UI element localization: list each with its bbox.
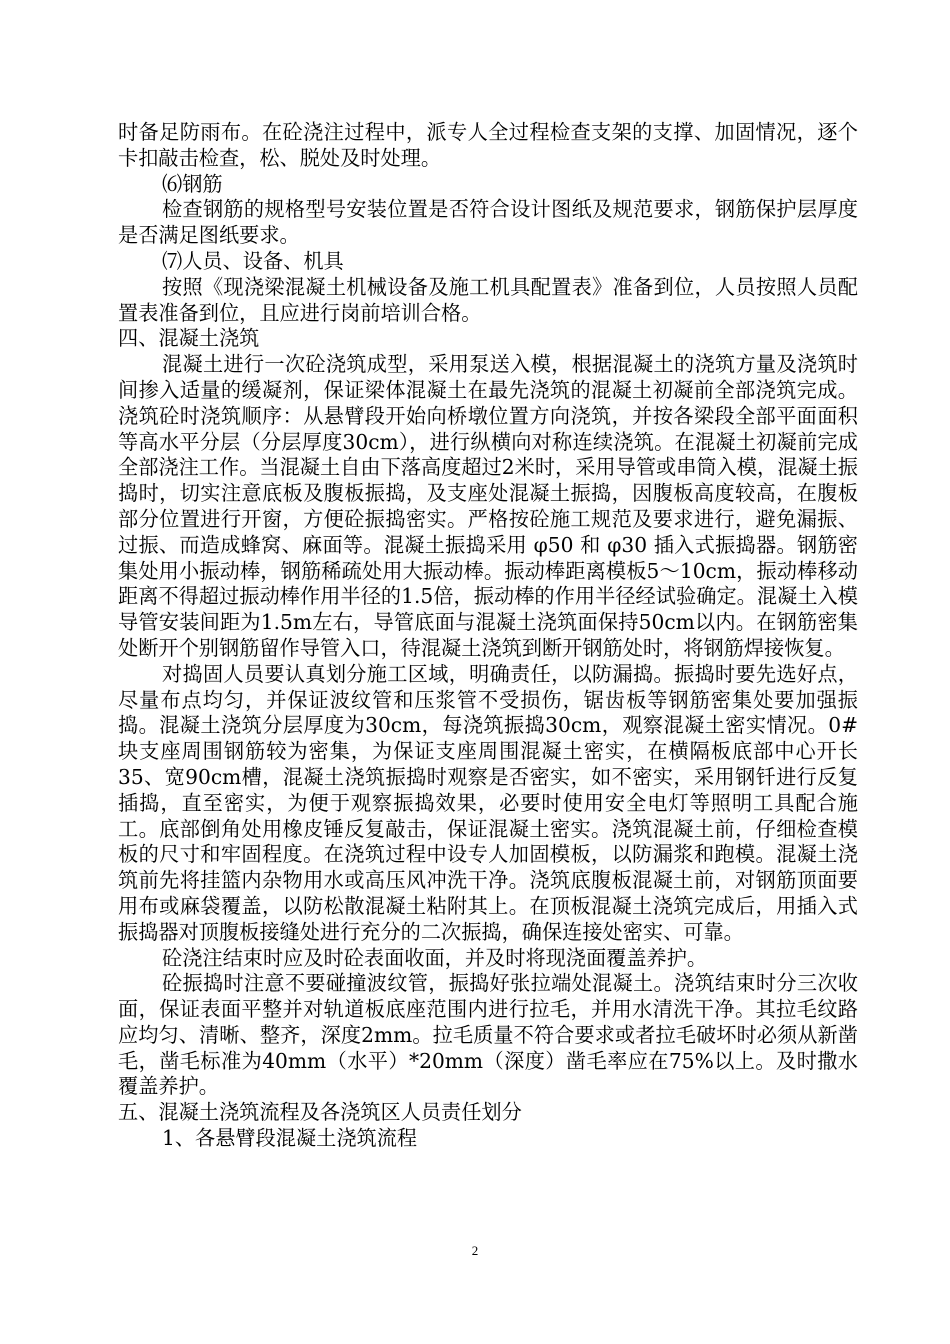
paragraph-roughening: 砼振捣时注意不要碰撞波纹管，振捣好张拉端处混凝土。浇筑结束时分三次收面，保证表面平整并对轨道板底座范围内进行拉毛，并用水清洗干净。其拉毛纹路应均匀、清晰、整齐，深度2mm。拉毛质量不符合要求或者拉毛破坏时必须从新凿毛，凿毛标准为40mm（水平）*20mm（深度）凿毛率应在75%以上。及时撒水覆盖养护。 bbox=[118, 971, 858, 1099]
page-number: 2 bbox=[471, 1243, 479, 1258]
paragraph-vibration-requirements: 对捣固人员要认真划分施工区域，明确责任，以防漏捣。振捣时要先选好点，尽量布点均匀，并保证波纹管和压浆管不受损伤，锯齿板等钢筋密集处要加强振捣。混凝土浇筑分层厚度为30cm，每浇筑振捣30cm，观察混凝土密实情况。0#块支座周围钢筋较为密集，为保证支座周围混凝土密实，在横隔板底部中心开长35、宽90cm槽，混凝土浇筑振捣时观察是否密实，如不密实，采用钢钎进行反复插捣，直至密实，为便于观察振捣效果，必要时使用安全电灯等照明工具配合施工。底部倒角处用橡皮锤反复敲击，保证混凝土密实。浇筑混凝土前，仔细检查模板的尺寸和牢固程度。在浇筑过程中设专人加固模板，以防漏浆和跑模。混凝土浇筑前先将挂篮内杂物用水或高压风冲洗干净。浇筑底腹板混凝土前，对钢筋顶面要用布或麻袋覆盖，以防松散混凝土粘附其上。在顶板混凝土浇筑完成后，用插入式振捣器对顶腹板接缝处进行充分的二次振捣，确保连接处密实、可靠。 bbox=[118, 661, 858, 944]
paragraph-rebar-check: 检查钢筋的规格型号安装位置是否符合设计图纸及规范要求，钢筋保护层厚度是否满足图纸要求。 bbox=[118, 197, 858, 248]
page-body bbox=[118, 120, 858, 1152]
subheading-cantilever-flow: 1、各悬臂段混凝土浇筑流程 bbox=[162, 1126, 418, 1151]
subheading-personnel-equipment: ⑺人员、设备、机具 bbox=[162, 248, 344, 273]
paragraph-formwork-check: 时备足防雨布。在砼浇注过程中，派专人全过程检查支架的支撑、加固情况，逐个卡扣敲击检查，松、脱处及时处理。 bbox=[118, 120, 858, 170]
paragraph-surface-finishing: 砼浇注结束时应及时砼表面收面，并及时将现浇面覆盖养护。 bbox=[162, 945, 708, 970]
section-heading-pouring-flow: 五、混凝土浇筑流程及各浇筑区人员责任划分 bbox=[118, 1100, 522, 1125]
paragraph-pouring-procedure: 混凝土进行一次砼浇筑成型，采用泵送入模，根据混凝土的浇筑方量及浇筑时间掺入适量的缓凝剂，保证梁体混凝土在最先浇筑的混凝土初凝前全部浇筑完成。浇筑砼时浇筑顺序：从悬臂段开始向桥墩位置方向浇筑，并按各梁段全部平面面积等高水平分层（分层厚度30cm），进行纵横向对称连续浇筑。在混凝土初凝前完成全部浇注工作。当混凝土自由下落高度超过2米时，采用导管或串筒入模，混凝土振捣时，切实注意底板及腹板振捣，及支座处混凝土振捣，因腹板高度较高，在腹板部分位置进行开窗，方便砼振捣密实。严格按砼施工规范及要求进行，避免漏振、过振、而造成蜂窝、麻面等。混凝土振捣采用 φ50 和 φ30 插入式振捣器。钢筋密集处用小振动棒，钢筋稀疏处用大振动棒。振动棒距离模板5～10cm，振动棒移动距离不得超过振动棒作用半径的1.5倍，振动棒的作用半径经试验确定。混凝土入模导管安装间距为1.5m左右，导管底面与混凝土浇筑面保持50cm以内。在钢筋密集处断开个别钢筋留作导管入口，待混凝土浇筑到断开钢筋处时，将钢筋焊接恢复。 bbox=[118, 352, 858, 660]
section-heading-concrete-pouring: 四、混凝土浇筑 bbox=[118, 326, 260, 351]
subheading-rebar: ⑹钢筋 bbox=[162, 171, 223, 196]
paragraph-personnel-equipment: 按照《现浇梁混凝土机械设备及施工机具配置表》准备到位，人员按照人员配置表准备到位，且应进行岗前培训合格。 bbox=[118, 274, 858, 325]
